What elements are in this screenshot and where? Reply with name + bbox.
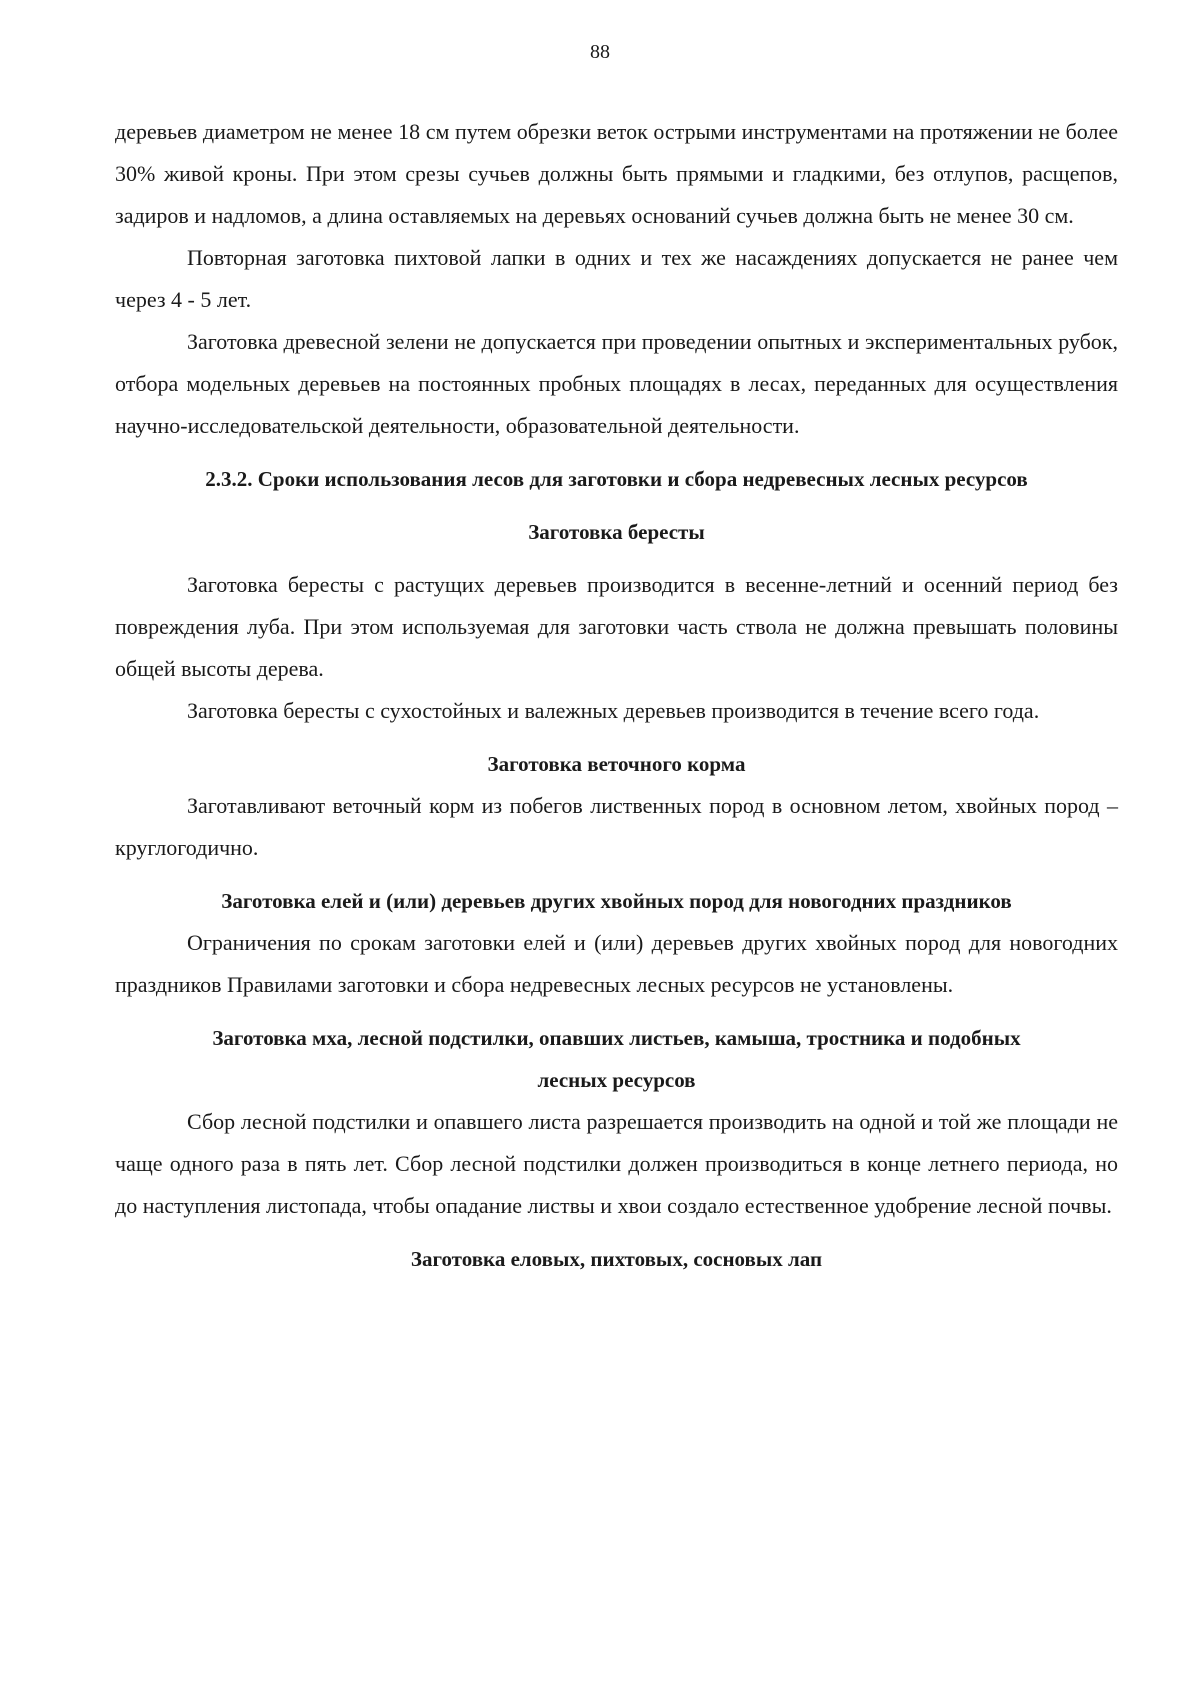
subheading-new-year-trees: Заготовка елей и (или) деревьев других хвойных пород для новогодних праздников: [221, 889, 1012, 913]
subheading-moss-line-2: лесных ресурсов: [537, 1068, 696, 1092]
paragraph-bark-dead-trees: Заготовка бересты с сухостойных и валежных деревьев производится в течение всего года.: [187, 698, 1040, 723]
subheading-branch-feed: Заготовка веточного корма: [487, 752, 746, 776]
paragraph-branch-cutting: деревьев диаметром не менее 18 см путем обрезки веток острыми инструментами на протяжении не более 30% живой кроны. При этом срезы сучьев должны быть прямыми и гладкими, без отлупов, расщепов, задиров и надломов, а длина оставляемых на деревьях оснований сучьев должна быть не менее 30 см.: [115, 119, 1118, 228]
paragraph-branch-feed: Заготавливают веточный корм из побегов лиственных пород в основном летом, хвойных пород – круглогодично.: [115, 793, 1118, 860]
page-content: [115, 111, 1118, 1280]
paragraph-new-year-trees: Ограничения по срокам заготовки елей и (или) деревьев других хвойных пород для новогодних праздников Правилами заготовки и сбора недревесных лесных ресурсов не установлены.: [115, 930, 1118, 997]
subheading-moss-line-1: Заготовка мха, лесной подстилки, опавших листьев, камыша, тростника и подобных: [212, 1026, 1021, 1050]
paragraph-bark-living-trees: Заготовка бересты с растущих деревьев производится в весенне-летний и осенний период без повреждения луба. При этом используемая для заготовки часть ствола не должна превышать половины общей высоты дерева.: [115, 572, 1118, 681]
paragraph-green-restrictions: Заготовка древесной зелени не допускается при проведении опытных и экспериментальных рубок, отбора модельных деревьев на постоянных пробных площадях в лесах, переданных для осуществления научно-исследовательской деятельности, образовательной деятельности.: [115, 329, 1118, 438]
subheading-birch-bark: Заготовка бересты: [528, 520, 705, 544]
subheading-conifer-branches: Заготовка еловых, пихтовых, сосновых лап: [410, 1247, 823, 1271]
paragraph-forest-litter: Сбор лесной подстилки и опавшего листа разрешается производить на одной и той же площади не чаще одного раза в пять лет. Сбор лесной подстилки должен производиться в конце летнего периода, но до наступления листопада, чтобы опадание листвы и хвои создало естественное удобрение лесной почвы.: [115, 1109, 1118, 1218]
section-heading: 2.3.2. Сроки использования лесов для заготовки и сбора недревесных лесных ресурсов: [205, 467, 1028, 491]
page-number: 88: [590, 41, 610, 63]
paragraph-fir-repeat: Повторная заготовка пихтовой лапки в одних и тех же насаждениях допускается не ранее чем через 4 - 5 лет.: [115, 245, 1118, 312]
